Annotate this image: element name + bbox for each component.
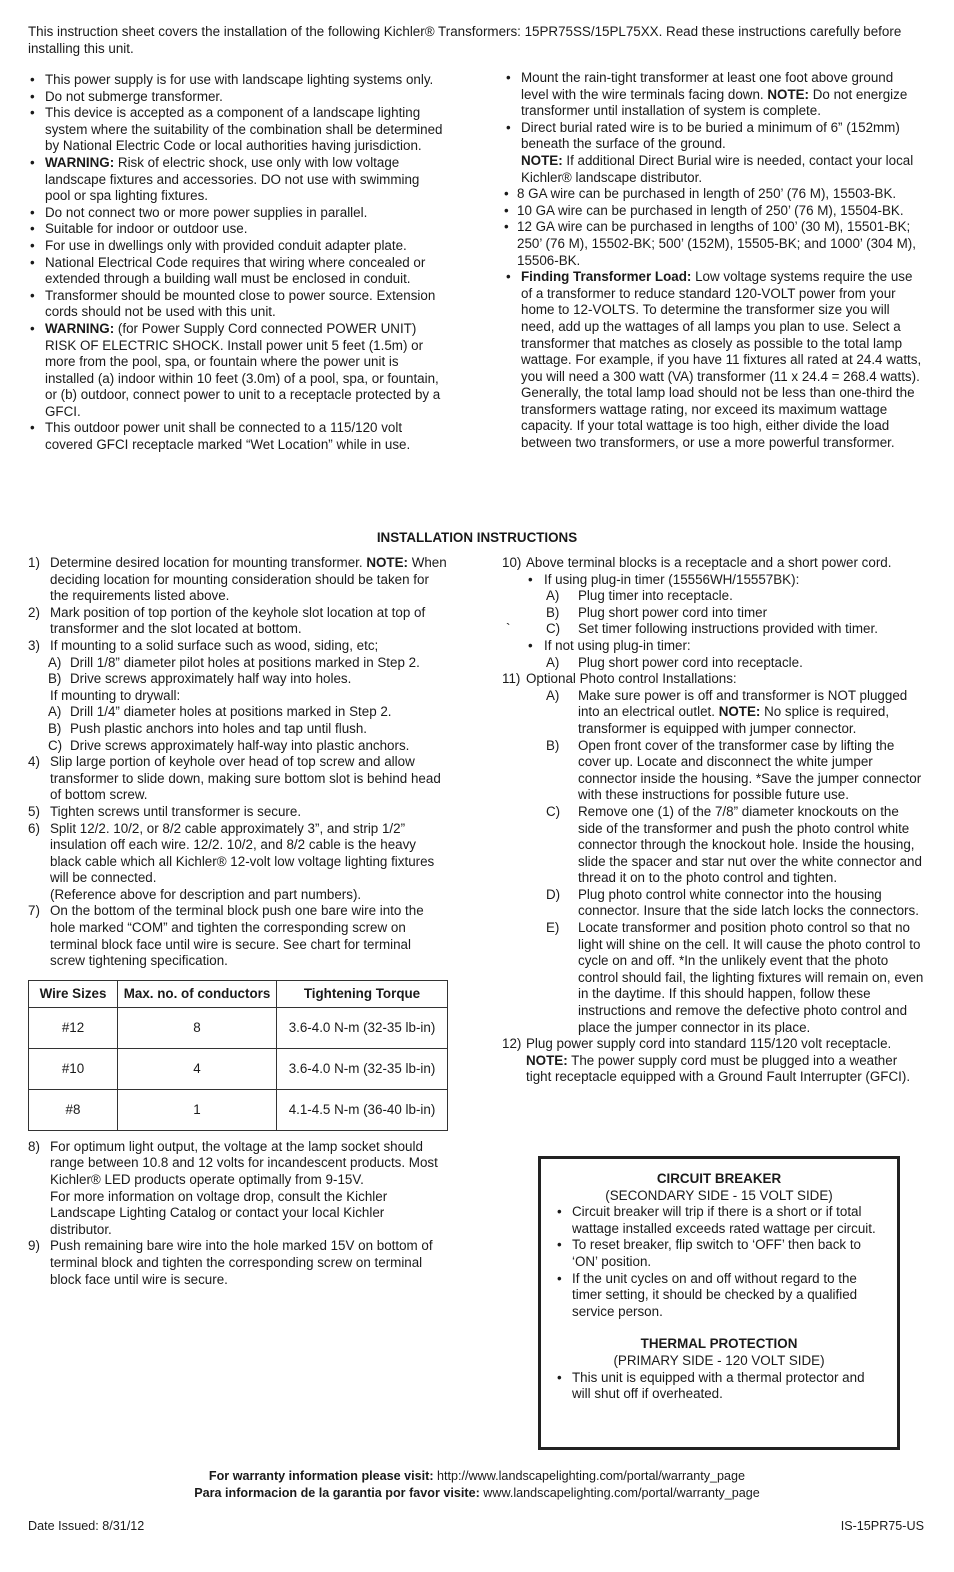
installation-notes [504, 70, 924, 452]
safety-list [28, 72, 448, 454]
steps-right [502, 555, 926, 1086]
step-2: 2) Mark position of top portion of the keyhole slot location at top of transformer and the slot located at bottom. [28, 604, 426, 637]
burial-note: • Direct burial rated wire is to be buried a minimum of 6” (152mm) beneath the surface of the ground. NOTE: If additional Direct Burial wire is needed, contact your local Kichler® landscape distributor. • 8 GA wire can be purchased in length of 250’ (76 M), 15503-BK. • 10 GA wire can be purchased in length of 250’ (76 M), 15504-BK. • 12 GA wire can be purchased in lengths of 100’ (30 M), 15501-BK; 250’ (76 M), 15502-BK; 500’ (152M), 15505-BK; and 1000’ (304 M), 15506-BK. [504, 120, 924, 269]
protection-item: • This unit is equipped with a thermal protector and will shut off if overheated. [555, 1370, 883, 1403]
torque-table [28, 980, 448, 1131]
table-cell: 3.6-4.0 N-m (32-35 lb-in) [277, 1007, 448, 1048]
wire-item: • 8 GA wire can be purchased in length of 250’ (76 M), 15503-BK. [504, 186, 924, 203]
step-12: 12) Plug power supply cord into standard 115/120 volt receptacle. NOTE: The power supply cord must be plugged into a weather tight receptacle equipped with a Ground Fault Interrupter (GFCI). [502, 1036, 911, 1085]
table-cell: 3.6-4.0 N-m (32-35 lb-in) [277, 1048, 448, 1089]
step-3e: C) Drive screws approximately half-way into plastic anchors. [48, 737, 410, 753]
warranty-line-en: For warranty information please visit: http://www.landscapelighting.com/portal/warranty_page [208, 1469, 746, 1483]
step-1: 1) Determine desired location for mounting transformer. NOTE: When deciding location for mounting consideration should be taken for the requirements listed above. [28, 555, 447, 604]
step-10: 10) Above terminal blocks is a receptacle and a short power cord. [502, 555, 892, 570]
drywall-label: If mounting to drywall: [50, 687, 181, 703]
thermal-protection-title: THERMAL PROTECTION [640, 1336, 798, 1352]
table-header: Tightening Torque [277, 980, 448, 1007]
step-10d: A) Plug short power cord into receptacle. [546, 654, 803, 670]
table-row [29, 1007, 448, 1048]
table-cell: 4 [118, 1048, 277, 1089]
step-11c: C) Remove one (1) of the 7/8” diameter knockouts on the side of the transformer and push the photo control white connector through the knockout hole. Inside the housing, slide the spacer and star nut over the white connector and thread it on to the photo control and tighten. [546, 803, 922, 886]
step-11: 11) Optional Photo control Installations: [502, 671, 737, 687]
section-title: INSTALLATION INSTRUCTIONS [376, 530, 578, 545]
wire-item: • 10 GA wire can be purchased in length of 250’ (76 M), 15504-BK. [504, 203, 924, 220]
transformer-load-note: • Finding Transformer Load: Low voltage systems require the use of a transformer to reduce standard 120-VOLT power from your home to 12-VOLTS. To determine the transformer size you will need, add up the wattages of all lamps you plan to use. Select a transformer that matches as closely as possible to the total lamp wattage. For example, if you have 11 fixtures all rated at 24.4 watts, you will need a 300 watt (VA) transformer (11 x 24.4 = 268.4 watts). Generally, the total lamp load should not be less than one-third the transformers wattage rating, nor exceed its maximum wattage capacity. If your total wattage is too high, either divide the load between two transformers, or use a more powerful transformer. [504, 269, 924, 452]
circuit-breaker-subtitle: (SECONDARY SIDE - 15 VOLT SIDE) [605, 1187, 833, 1203]
step-4: 4) Slip large portion of keyhole over head of top screw and allow transformer to slide down, making sure bottom slot is behind head of bottom screw. [28, 754, 441, 803]
no-timer-option: • If not using plug-in timer: [528, 637, 691, 653]
table-cell: #8 [29, 1089, 118, 1130]
protection-item: • To reset breaker, flip switch to ‘OFF’ then back to ‘ON’ position. [555, 1237, 883, 1270]
table-cell: 8 [118, 1007, 277, 1048]
safety-item: • Transformer should be mounted close to power source. Extension cords should not be used with this unit. [28, 288, 448, 321]
safety-item: • WARNING: Risk of electric shock, use only with low voltage landscape fixtures and accessories. DO not use with swimming pool or spa lighting fixtures. [28, 155, 448, 205]
safety-item: • This outdoor power unit shall be connected to a 115/120 volt covered GFCI receptacle marked “Wet Location” while in use. [28, 420, 448, 453]
thermal-protection-subtitle: (PRIMARY SIDE - 120 VOLT SIDE) [613, 1352, 825, 1368]
step-3c: A) Drill 1/4” diameter holes at positions marked in Step 2. [48, 704, 392, 720]
mount-note: • Mount the rain-tight transformer at least one foot above ground level with the wire terminals facing down. NOTE: Do not energize transformer until installation of system is complete. [504, 70, 924, 120]
step-3: 3) If mounting to a solid surface such as wood, siding, etc; [28, 637, 379, 653]
safety-item: • National Electrical Code requires that wiring where concealed or extended through a building wall must be enclosed in conduit. [28, 255, 448, 288]
warranty-line-es: Para informacion de la garantia por favor visite: www.landscapelighting.com/portal/warranty_page [194, 1486, 760, 1500]
safety-item: • Do not submerge transformer. [28, 89, 448, 106]
protection-box [538, 1156, 900, 1450]
safety-item: • This power supply is for use with landscape lighting systems only. [28, 72, 448, 89]
table-row [29, 1048, 448, 1089]
safety-item: • WARNING: (for Power Supply Cord connected POWER UNIT) RISK OF ELECTRIC SHOCK. Install power unit 5 feet (1.5m) or more from the pool, spa, or fountain where the power unit is installed (a) indoor within 10 feet (3.0m) of a pool, spa, or fountain, or (b) outdoor, connect power to unit to a receptacle protected by a GFCI. [28, 321, 448, 421]
intro-paragraph: This instruction sheet covers the installation of the following Kichler® Transformers: 15PR75SS/15PL75XX. Read these instructions carefully before installing this unit. [28, 24, 902, 56]
table-cell: 4.1-4.5 N-m (36-40 lb-in) [277, 1089, 448, 1130]
date-issued: Date Issued: 8/31/12 [28, 1519, 145, 1533]
step-8: 8) For optimum light output, the voltage at the lamp socket should range between 10.8 and 12 volts for incandescent products. Most Kichler® LED products operate optimally from 9-15V. [28, 1138, 438, 1188]
step-10a: A) Plug timer into receptacle. [546, 588, 733, 604]
protection-item: • If the unit cycles on and off without regard to the timer setting, it should be checked by a qualified service person. [555, 1271, 883, 1321]
table-header: Wire Sizes [29, 980, 118, 1007]
step-11d: D) Plug photo control white connector into the housing connector. Insure that the side latch locks the connectors. [546, 886, 919, 919]
steps-left [28, 555, 448, 1288]
wire-item: • 12 GA wire can be purchased in lengths of 100’ (30 M), 15501-BK; 250’ (76 M), 15502-BK; 500’ (152M), 15505-BK; and 1000’ (304 M), 15506-BK. [504, 219, 924, 269]
step-9: 9) Push remaining bare wire into the hole marked 15V on bottom of terminal block and tighten the corresponding screw on terminal block face until wire is secure. [28, 1238, 433, 1287]
step-5: 5) Tighten screws until transformer is secure. [28, 803, 302, 819]
step-7: 7) On the bottom of the terminal block push one bare wire into the hole marked “COM” and tighten the corresponding screw on terminal block face until wire is secure. See chart for terminal screw tightening specification. [28, 903, 424, 969]
protection-item: • Circuit breaker will trip if there is a short or if total wattage installed exceeds rated wattage per circuit. [555, 1204, 883, 1237]
table-header: Max. no. of conductors [118, 980, 277, 1007]
safety-item: • For use in dwellings only with provided conduit adapter plate. [28, 238, 448, 255]
safety-item: • Do not connect two or more power supplies in parallel. [28, 205, 448, 222]
safety-item: • Suitable for indoor or outdoor use. [28, 221, 448, 238]
step-6-reference: (Reference above for description and part numbers). [50, 886, 362, 902]
table-row [29, 1089, 448, 1130]
warranty-link-es[interactable]: www.landscapelighting.com/portal/warranty_page [479, 1486, 760, 1500]
warranty-link-en[interactable]: http://www.landscapelighting.com/portal/warranty_page [433, 1469, 746, 1483]
table-cell: #10 [29, 1048, 118, 1089]
safety-item: • This device is accepted as a component of a landscape lighting system where the suitability of the combination shall be determined by National Electric Code or local authorities having jurisdiction. [28, 105, 448, 155]
step-6: 6) Split 12/2. 10/2, or 8/2 cable approximately 3”, and strip 1/2” insulation off each wire. 12/2. 10/2, and 8/2 cable is the heavy black cable which all Kichler® 12-volt low voltage lighting fixtures will be connected. [28, 820, 435, 886]
timer-option: • If using plug-in timer (15556WH/15557BK): [528, 571, 800, 587]
table-cell: #12 [29, 1007, 118, 1048]
step-3a: A) Drill 1/8” diameter pilot holes at positions marked in Step 2. [48, 654, 420, 670]
step-3d: B) Push plastic anchors into holes and tap until flush. [48, 720, 368, 736]
step-10c: ` C) Set timer following instructions provided with timer. [506, 621, 878, 637]
step-10b: B) Plug short power cord into timer [546, 604, 768, 620]
step-8-more-info: For more information on voltage drop, consult the Kichler Landscape Lighting Catalog or contact your local Kichler distributor. [50, 1188, 388, 1237]
step-3b: B) Drive screws approximately half way into holes. [48, 671, 352, 687]
table-cell: 1 [118, 1089, 277, 1130]
circuit-breaker-title: CIRCUIT BREAKER [656, 1171, 782, 1186]
step-11b: B) Open front cover of the transformer case by lifting the cover up. Locate and disconnect the white jumper connector inside the housing. *Save the jumper connector with these instructions for possible future use. [546, 737, 922, 803]
step-11e: E) Locate transformer and position photo control so that no light will shine on the cell. It will cause the photo control to cycle on and off. *In the unlikely event that the photo control should fail, the lighting fixtures will remain on, even in the daytime. If this should happen, follow these instructions and remove the defective photo control and place the jumper connector in its place. [546, 920, 924, 1035]
document-code: IS-15PR75-US [840, 1519, 924, 1533]
step-11a: A) Make sure power is off and transformer is NOT plugged into an electrical outlet. NOTE: No splice is required, transformer is equipped with jumper connector. [546, 687, 908, 736]
